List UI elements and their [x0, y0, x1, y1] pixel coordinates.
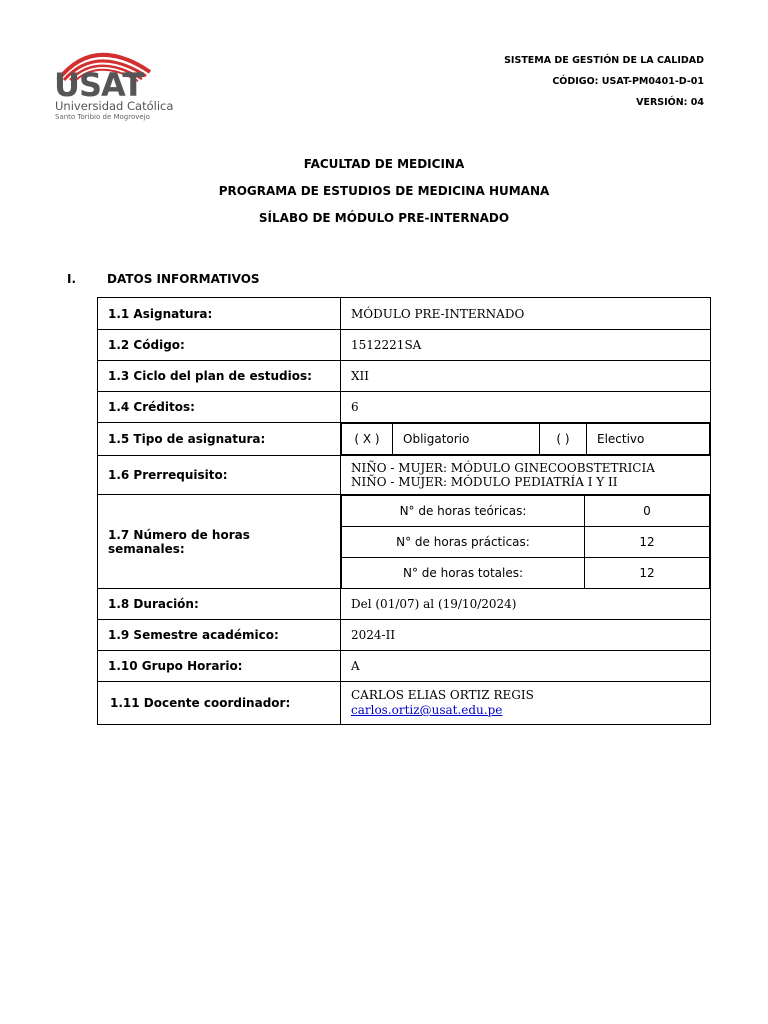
prerrequisito-line-2: NIÑO - MUJER: MÓDULO PEDIATRÍA I Y II	[351, 475, 618, 489]
table-row	[98, 456, 711, 495]
horas-practicas-value: 12	[585, 527, 710, 558]
horas-totales-label: N° de horas totales:	[342, 558, 585, 589]
logo-university: Universidad Católica	[55, 99, 174, 113]
horas-practicas-label: N° de horas prácticas:	[342, 527, 585, 558]
codigo-value: 1512221SA	[341, 330, 711, 361]
creditos-label: 1.4 Créditos:	[98, 392, 341, 423]
header-code: CÓDIGO: USAT-PM0401-D-01	[552, 76, 704, 87]
prerrequisito-line-1: NIÑO - MUJER: MÓDULO GINECOOBSTETRICIA	[351, 461, 655, 475]
prerrequisito-label: 1.6 Prerrequisito:	[98, 456, 341, 495]
table-row	[98, 651, 711, 682]
table-row	[98, 361, 711, 392]
section-title: DATOS INFORMATIVOS	[107, 272, 260, 286]
docente-value	[341, 682, 711, 725]
electivo-mark: ( )	[540, 424, 587, 455]
ciclo-label: 1.3 Ciclo del plan de estudios:	[98, 361, 341, 392]
table-row	[98, 298, 711, 330]
docente-name: CARLOS ELIAS ORTIZ REGIS	[351, 688, 534, 702]
table-row	[98, 682, 711, 725]
semestre-value: 2024-II	[341, 620, 711, 651]
duracion-value: Del (01/07) al (19/10/2024)	[341, 589, 711, 620]
table-row	[98, 392, 711, 423]
tipo-label: 1.5 Tipo de asignatura:	[98, 423, 341, 456]
logo-brand: USAT	[54, 66, 144, 104]
program-title: PROGRAMA DE ESTUDIOS DE MEDICINA HUMANA	[218, 184, 550, 198]
horas-teoricas-label: N° de horas teóricas:	[342, 496, 585, 527]
creditos-value: 6	[341, 392, 711, 423]
horas-teoricas-value: 0	[585, 496, 710, 527]
electivo-label: Electivo	[587, 424, 710, 455]
horas-totales-value: 12	[585, 558, 710, 589]
header-version: VERSIÓN: 04	[636, 97, 704, 108]
docente-label: 1.11 Docente coordinador:	[98, 682, 341, 725]
obligatorio-label: Obligatorio	[393, 424, 540, 455]
grupo-label: 1.10 Grupo Horario:	[98, 651, 341, 682]
asignatura-value: MÓDULO PRE-INTERNADO	[341, 298, 711, 330]
docente-email-link[interactable]: carlos.ortiz@usat.edu.pe	[351, 703, 503, 717]
faculty-title: FACULTAD DE MEDICINA	[303, 157, 465, 171]
syllabus-title: SÍLABO DE MÓDULO PRE-INTERNADO	[258, 211, 510, 225]
grupo-value: A	[341, 651, 711, 682]
table-row	[98, 495, 711, 589]
duracion-label: 1.8 Duración:	[98, 589, 341, 620]
table-row	[98, 330, 711, 361]
table-row	[98, 423, 711, 456]
section-number: I.	[67, 272, 77, 286]
info-table	[97, 297, 711, 725]
obligatorio-mark: ( X )	[342, 424, 393, 455]
codigo-label: 1.2 Código:	[98, 330, 341, 361]
logo-subtitle: Santo Toribio de Mogrovejo	[55, 113, 150, 121]
header-system: SISTEMA DE GESTIÓN DE LA CALIDAD	[504, 55, 704, 66]
asignatura-label: 1.1 Asignatura:	[98, 298, 341, 330]
semestre-label: 1.9 Semestre académico:	[98, 620, 341, 651]
prerrequisito-value	[341, 456, 711, 495]
ciclo-value: XII	[341, 361, 711, 392]
table-row	[98, 589, 711, 620]
horas-breakdown	[341, 495, 711, 589]
horas-label: 1.7 Número de horas semanales:	[98, 495, 341, 589]
table-row	[98, 620, 711, 651]
tipo-options	[341, 423, 711, 456]
usat-logo	[54, 42, 174, 122]
